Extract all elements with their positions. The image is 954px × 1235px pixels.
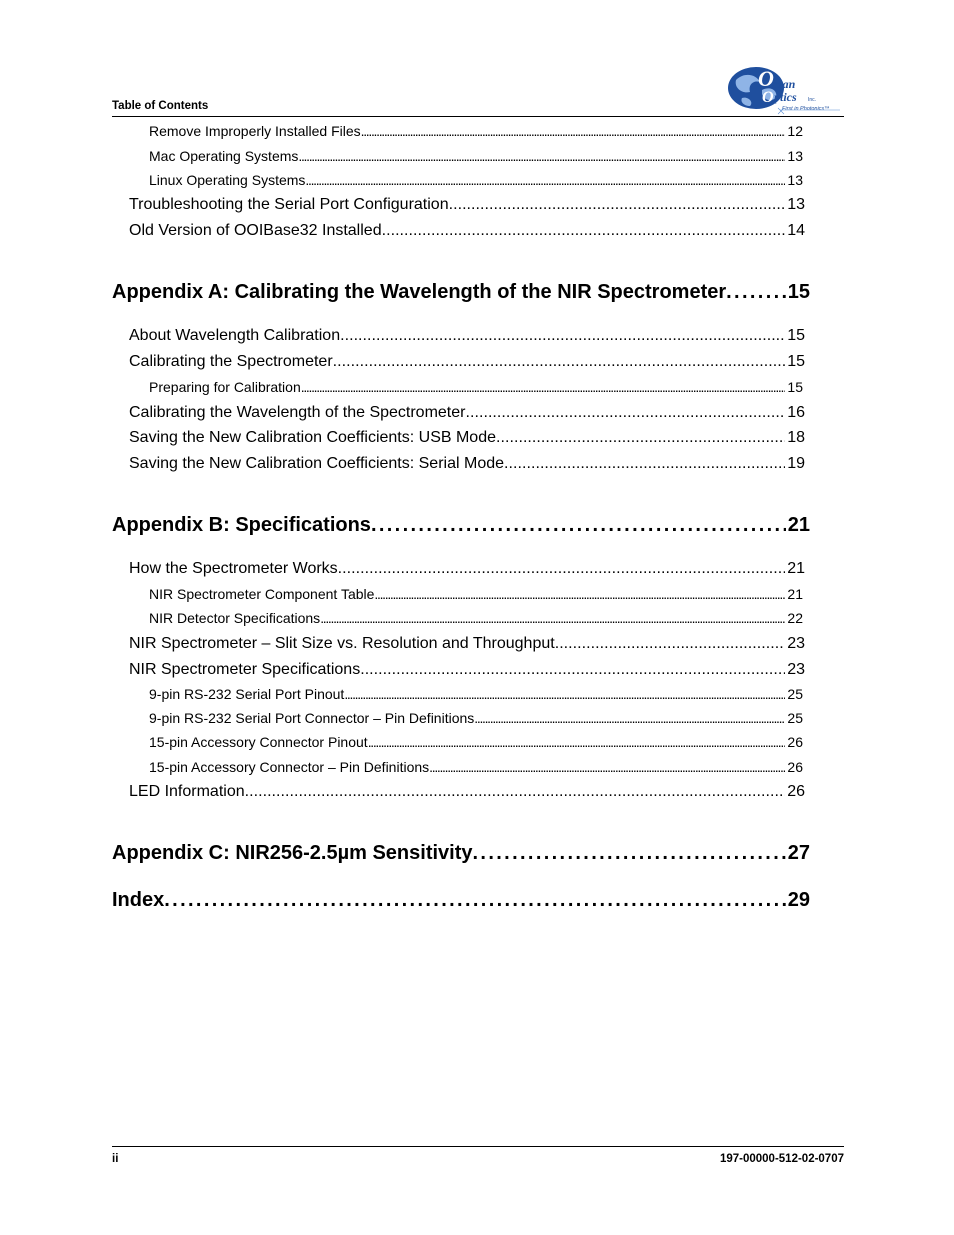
toc-entry[interactable] <box>112 842 810 865</box>
toc-dot-leader <box>368 734 786 750</box>
toc-entry[interactable] <box>129 196 805 214</box>
header-rule <box>112 116 844 117</box>
toc-entry-page-number: 23 <box>787 635 805 652</box>
toc-entry-title: Saving the New Calibration Coefficients: USB Mode <box>129 429 496 446</box>
toc-entry-title: NIR Detector Specifications <box>149 610 321 626</box>
toc-entry-page-number: 18 <box>787 429 805 446</box>
toc-dot-leader <box>496 429 785 447</box>
logo-tagline: First in Photonics™ <box>782 106 830 112</box>
toc-entry-page-number: 14 <box>787 222 805 239</box>
toc-entry-page-number: 25 <box>787 686 803 702</box>
toc-entry-page-number: 27 <box>787 842 810 864</box>
toc-dot-leader <box>465 404 785 422</box>
toc-dot-leader <box>305 172 785 188</box>
toc-entry-page-number: 26 <box>787 783 805 800</box>
svg-text:O: O <box>762 89 774 106</box>
toc-dot-leader <box>298 148 785 164</box>
logo-word-optics: ptics <box>774 90 797 104</box>
toc-dot-leader <box>164 889 786 912</box>
ocean-optics-logo <box>726 64 844 116</box>
toc-entry[interactable] <box>129 455 805 473</box>
toc-dot-leader <box>338 560 786 578</box>
logo-inc: Inc. <box>808 97 817 103</box>
toc-entry-page-number: 26 <box>787 734 803 750</box>
toc-dot-leader <box>382 222 786 240</box>
toc-entry-title: Calibrating the Spectrometer <box>129 353 333 370</box>
toc-entry-page-number: 21 <box>787 560 805 577</box>
toc-entry-title: Appendix B: Specifications <box>112 514 371 536</box>
toc-entry[interactable] <box>149 734 803 750</box>
toc-entry[interactable] <box>149 759 803 775</box>
toc-entry-title: About Wavelength Calibration <box>129 327 341 344</box>
toc-entry-title: Calibrating the Wavelength of the Spectrometer <box>129 404 466 421</box>
toc-dot-leader <box>449 196 786 214</box>
toc-entry-page-number: 12 <box>787 123 803 139</box>
toc-dot-leader <box>301 379 786 395</box>
toc-entry-title: 9-pin RS-232 Serial Port Connector – Pin Definitions <box>149 710 475 726</box>
toc-entry-page-number: 15 <box>787 353 805 370</box>
toc-entry[interactable] <box>129 635 805 653</box>
toc-entry-page-number: 21 <box>787 514 810 536</box>
toc-entry[interactable] <box>129 327 805 345</box>
toc-entry-page-number: 22 <box>787 610 803 626</box>
toc-dot-leader <box>361 123 786 139</box>
toc-entry[interactable] <box>129 661 805 679</box>
toc-dot-leader <box>473 842 786 865</box>
toc-entry[interactable] <box>149 123 803 139</box>
toc-entry[interactable] <box>149 172 803 188</box>
toc-entry[interactable] <box>112 281 810 304</box>
toc-entry-title: Old Version of OOIBase32 Installed <box>129 222 382 239</box>
toc-dot-leader <box>333 353 786 371</box>
toc-entry-title: Preparing for Calibration <box>149 379 301 395</box>
toc-entry-title: NIR Spectrometer Component Table <box>149 586 375 602</box>
toc-entry[interactable] <box>149 610 803 626</box>
toc-entry-page-number: 15 <box>787 327 805 344</box>
toc-entry-title: Index <box>112 889 165 911</box>
toc-entry-page-number: 13 <box>787 196 805 213</box>
toc-entry-page-number: 23 <box>787 661 805 678</box>
toc-entry[interactable] <box>129 222 805 240</box>
toc-entry-title: Mac Operating Systems <box>149 148 299 164</box>
logo-word-ocean: cean <box>772 77 796 91</box>
toc-dot-leader <box>344 686 785 702</box>
toc-entry-title: NIR Spectrometer Specifications <box>129 661 361 678</box>
header-section-label: Table of Contents <box>112 100 209 112</box>
toc-entry[interactable] <box>129 404 805 422</box>
toc-entry[interactable] <box>112 889 810 912</box>
toc-entry-page-number: 21 <box>787 586 803 602</box>
toc-entry-page-number: 15 <box>787 281 810 303</box>
toc-entry-title: Linux Operating Systems <box>149 172 306 188</box>
toc-entry[interactable] <box>149 379 803 395</box>
toc-entry-title: LED Information <box>129 783 245 800</box>
toc-entry[interactable] <box>149 686 803 702</box>
toc-entry-title: 9-pin RS-232 Serial Port Pinout <box>149 686 345 702</box>
toc-entry[interactable] <box>129 560 805 578</box>
toc-entry-title: Appendix A: Calibrating the Wavelength of the NIR Spectrometer <box>112 281 727 303</box>
toc-dot-leader <box>374 586 785 602</box>
toc-entry-title: 15-pin Accessory Connector – Pin Definitions <box>149 759 430 775</box>
footer-page-number: ii <box>112 1153 119 1165</box>
toc-entry-title: Saving the New Calibration Coefficients: Serial Mode <box>129 455 505 472</box>
toc-entry[interactable] <box>149 148 803 164</box>
svg-text:O: O <box>758 66 774 91</box>
toc-entry[interactable] <box>129 429 805 447</box>
toc-dot-leader <box>726 281 786 304</box>
toc-entry-page-number: 13 <box>787 172 803 188</box>
toc-entry-title: Remove Improperly Installed Files <box>149 123 361 139</box>
toc-dot-leader <box>504 455 785 473</box>
toc-entry-title: NIR Spectrometer – Slit Size vs. Resolution and Throughput <box>129 635 555 652</box>
toc-dot-leader <box>474 710 785 726</box>
toc-entry-page-number: 16 <box>787 404 805 421</box>
toc-entry-page-number: 13 <box>787 148 803 164</box>
toc-entry-title: Troubleshooting the Serial Port Configuration <box>129 196 449 213</box>
toc-entry[interactable] <box>112 514 810 537</box>
toc-entry-page-number: 29 <box>787 889 810 911</box>
toc-entry-page-number: 26 <box>787 759 803 775</box>
toc-dot-leader <box>340 327 785 345</box>
toc-dot-leader <box>371 514 786 537</box>
toc-entry[interactable] <box>129 353 805 371</box>
footer-rule <box>112 1146 844 1147</box>
toc-entry-page-number: 15 <box>787 379 803 395</box>
footer-document-number: 197-00000-512-02-0707 <box>719 1153 844 1165</box>
toc-entry-page-number: 25 <box>787 710 803 726</box>
toc-dot-leader <box>245 783 786 801</box>
toc-entry-title: Appendix C: NIR256-2.5µm Sensitivity <box>112 842 473 864</box>
toc-entry[interactable] <box>149 710 803 726</box>
toc-entry[interactable] <box>149 586 803 602</box>
toc-dot-leader <box>429 759 785 775</box>
toc-entry-title: 15-pin Accessory Connector Pinout <box>149 734 368 750</box>
toc-entry-title: How the Spectrometer Works <box>129 560 338 577</box>
toc-dot-leader <box>360 661 785 679</box>
toc-entry-page-number: 19 <box>787 455 805 472</box>
toc-dot-leader <box>555 635 786 653</box>
toc-dot-leader <box>320 610 785 626</box>
toc-entry[interactable] <box>129 783 805 801</box>
